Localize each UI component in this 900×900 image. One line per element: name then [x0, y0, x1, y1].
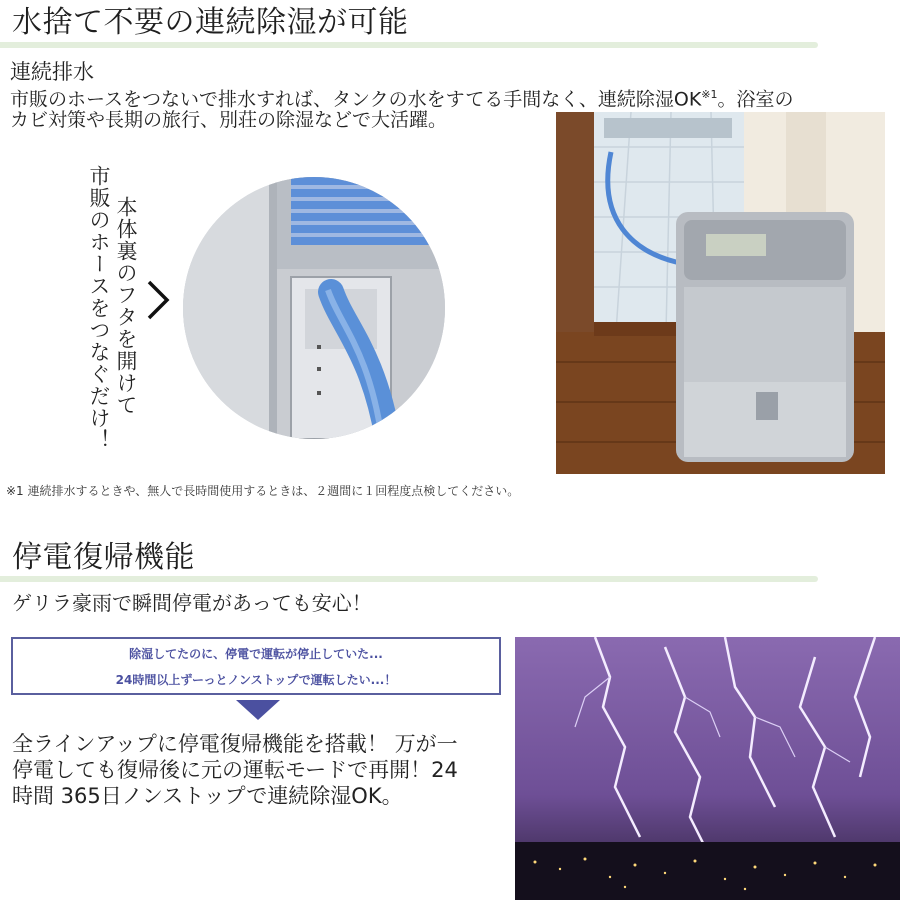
description-line1-text: 市販のホースをつないで排水すれば、タンクの水をすてる手間なく、連続除湿OK — [10, 88, 702, 111]
section2-body-line1: 全ラインアップに停電復帰機能を搭載！ 万が一 — [12, 732, 458, 756]
caption-cover-column: 本体裏のフタを開けて — [114, 196, 138, 416]
section1-footnote: ※1 連続排水するときや、無人で長時間使用するときは、２週間に１回程度点検してください。 — [6, 484, 520, 498]
down-arrow-icon — [236, 700, 280, 722]
hose-port-closeup-image — [183, 177, 445, 439]
section2-title-underline — [0, 576, 818, 582]
section1-subtitle: 連続排水 — [10, 60, 94, 84]
chevron-right-icon — [143, 278, 173, 322]
caption-hose-column: 市販のホースをつなぐだけ！ — [87, 165, 111, 451]
section2-body — [12, 731, 507, 809]
section2-body-line3: 時間 365日ノンストップで連続除湿OK。 — [12, 784, 403, 808]
problem-callout-box — [11, 637, 501, 695]
section2-subtitle: ゲリラ豪雨で瞬間停電があっても安心！ — [12, 591, 372, 615]
callout-line1: 除湿してたのに、停電で運転が停止していた... — [129, 647, 383, 661]
section1-title-underline — [0, 42, 818, 48]
description-line1-end: 。浴室の — [717, 88, 794, 111]
section2-body-line2: 停電しても復帰後に元の運転モードで再開！24 — [12, 758, 458, 782]
section1-description-line2: カビ対策や長期の旅行、別荘の除湿などで大活躍。 — [10, 109, 448, 131]
section2-title: 停電復帰機能 — [12, 540, 195, 575]
dehumidifier-room-photo — [556, 112, 885, 474]
section1-title: 水捨て不要の連続除湿が可能 — [12, 5, 409, 40]
footnote-marker: ※1 — [701, 88, 718, 101]
callout-line2: 24時間以上ずーっとノンストップで運転したい...！ — [115, 673, 397, 687]
lightning-storm-photo — [515, 637, 900, 900]
